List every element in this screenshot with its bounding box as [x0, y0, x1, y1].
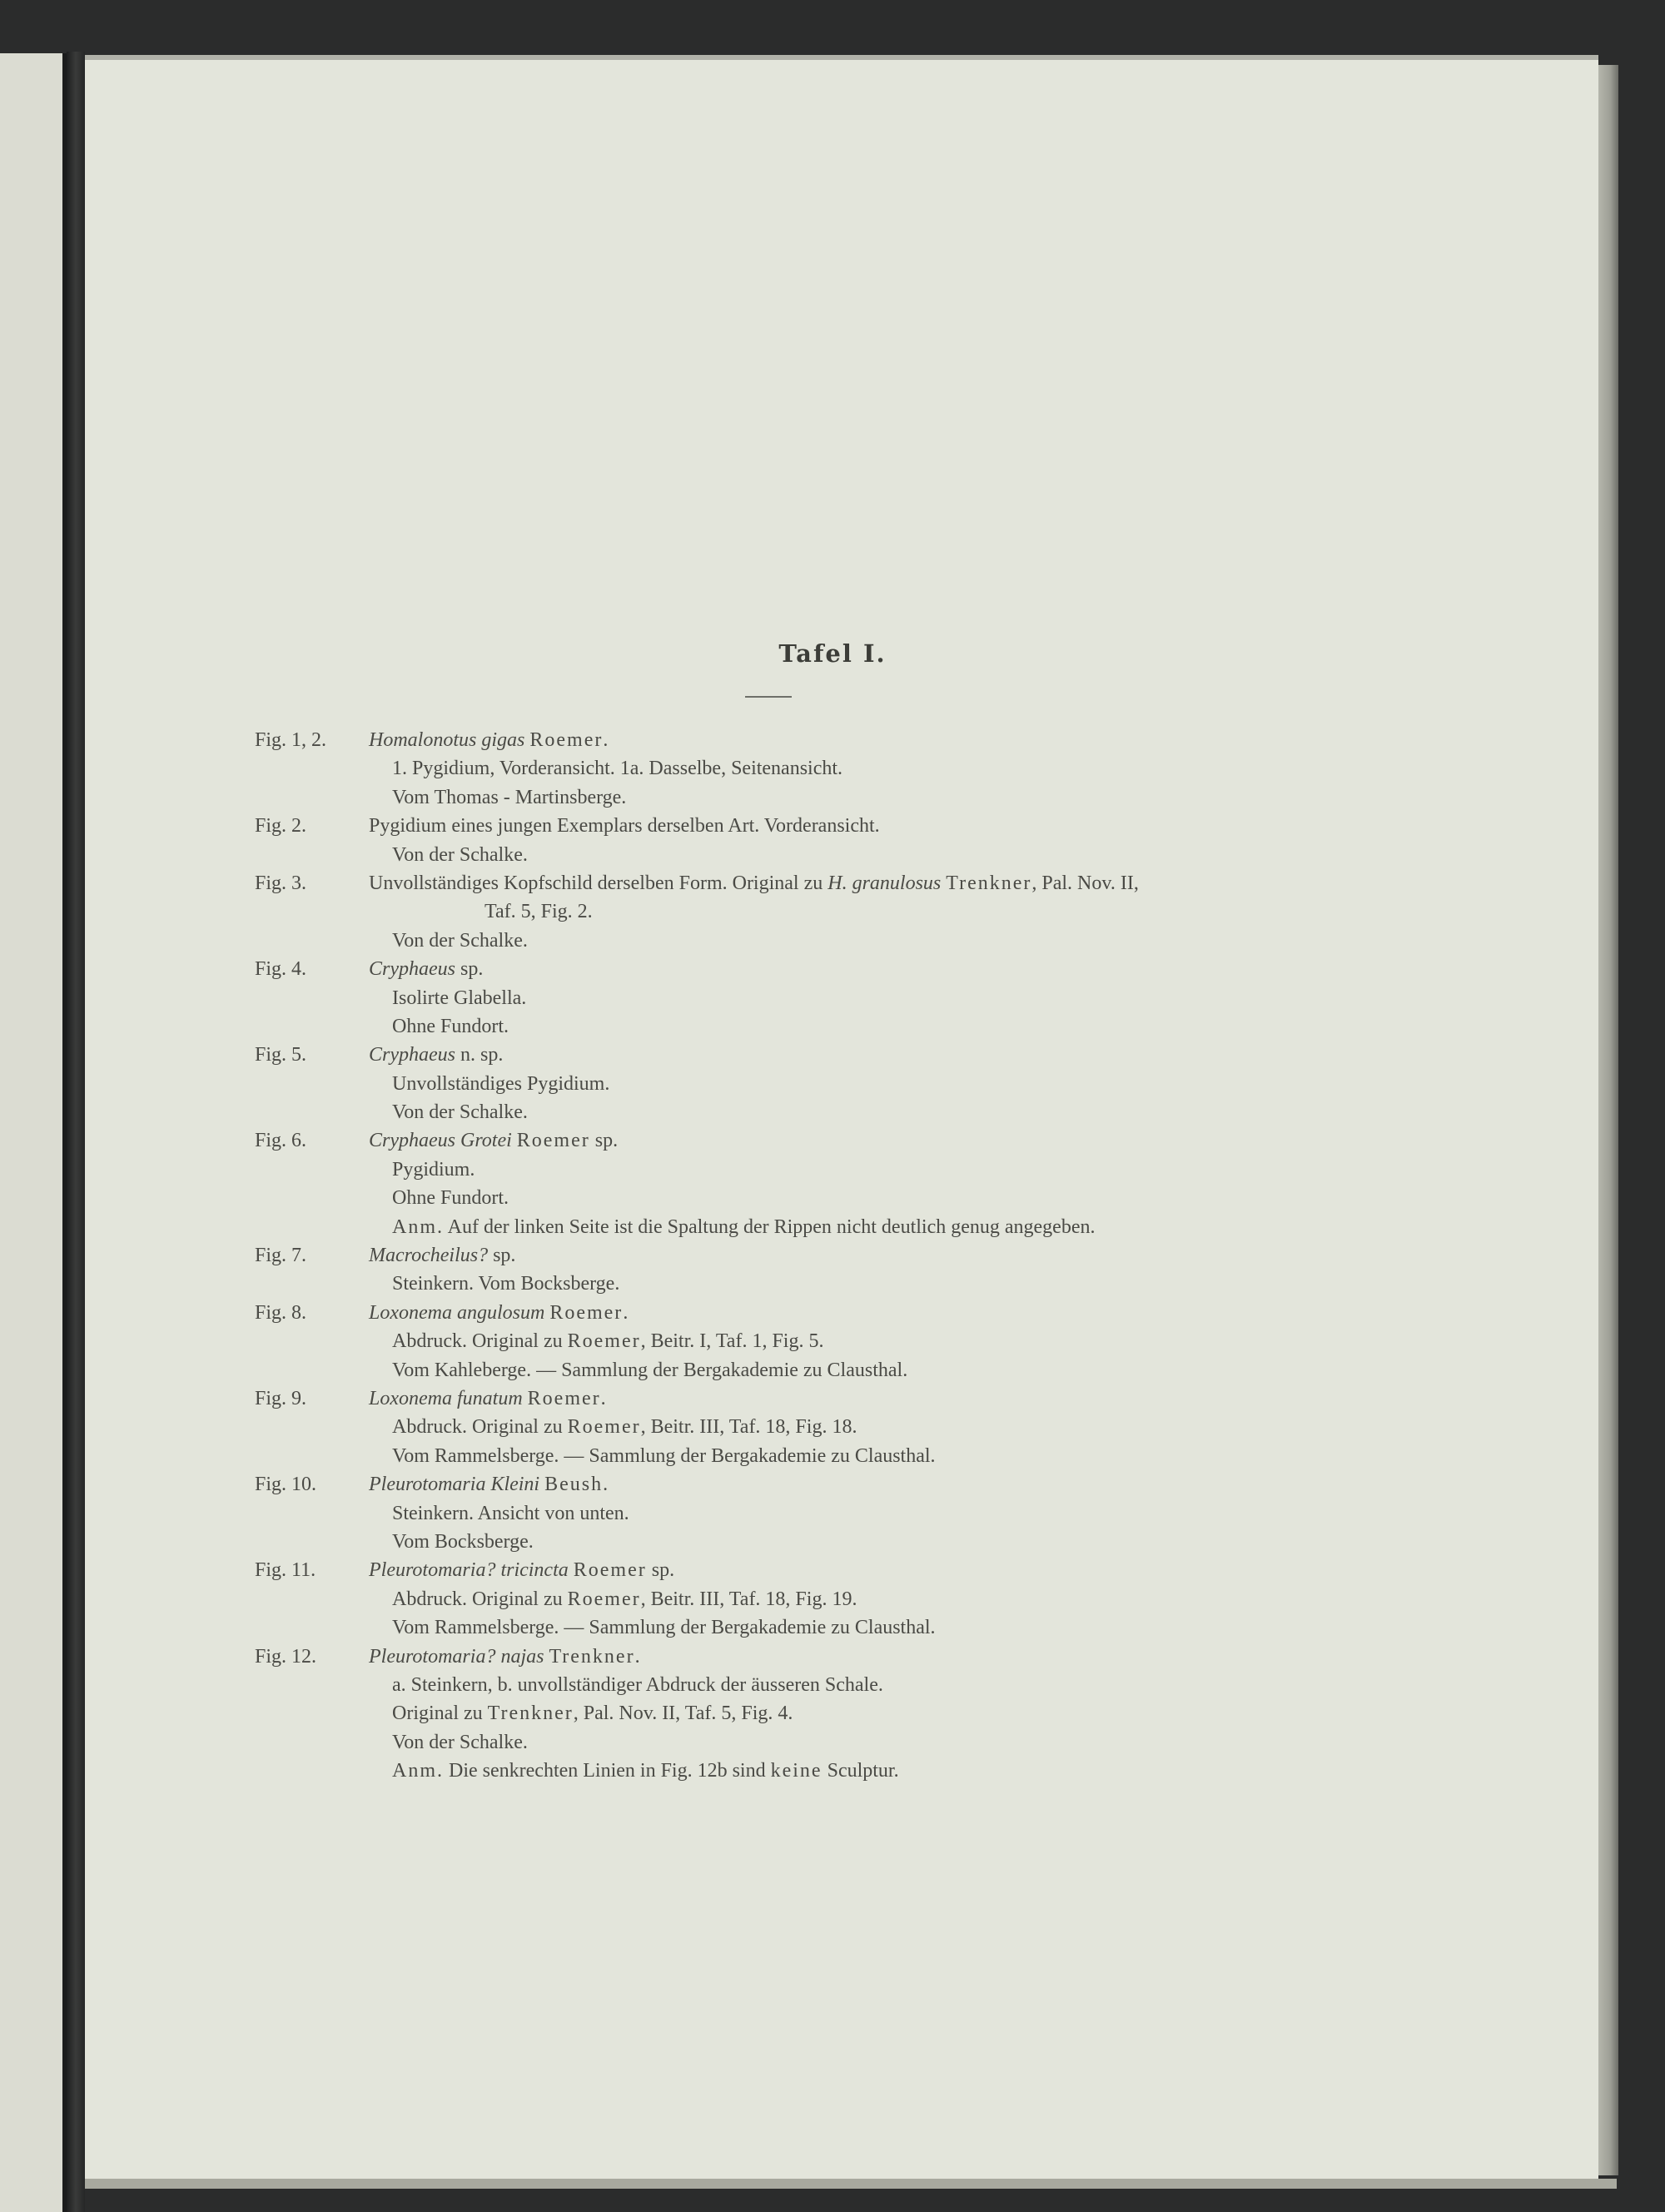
- figure-description-heading: [369, 1470, 608, 1499]
- description-text: Abdruck. Original zu: [392, 1588, 568, 1610]
- author-name: Roemer: [527, 1387, 601, 1409]
- figure-description-line: [392, 1098, 528, 1126]
- taxon-name: Loxonema funatum: [369, 1387, 523, 1409]
- taxon-name: Loxonema angulosum: [369, 1301, 545, 1324]
- description-text: sp.: [488, 1245, 516, 1267]
- description-text: Vom Thomas - Martinsberge.: [392, 786, 627, 808]
- plate-legend: [0, 726, 1665, 1785]
- figure-description-line: [392, 841, 528, 869]
- description-text: Taf. 5, Fig. 2.: [485, 901, 593, 923]
- figure-description-line: [392, 984, 526, 1012]
- figure-description-line: [392, 1213, 1095, 1241]
- figure-description-heading: [369, 1299, 628, 1327]
- description-text: Vom Kahleberge. — Sammlung der Bergakademie zu Clausthal.: [392, 1359, 908, 1381]
- figure-description-line: [392, 783, 626, 812]
- description-text: Sculptur.: [822, 1760, 899, 1782]
- description-text: Isolirte Glabella.: [392, 987, 527, 1009]
- figure-entry-detail-row: [0, 1012, 1665, 1041]
- taxon-name: Homalonotus gigas: [369, 729, 525, 751]
- figure-description-line: [392, 754, 842, 783]
- figure-description-line: [392, 1499, 629, 1528]
- description-text: , Beitr. III, Taf. 18, Fig. 18.: [640, 1416, 857, 1439]
- figure-description-heading: [369, 1126, 618, 1155]
- figure-entry-detail-row: [0, 1098, 1665, 1126]
- taxon-name: Pleurotomaria? tricincta: [369, 1559, 569, 1582]
- figure-entry-detail-row: [0, 754, 1665, 783]
- figure-number: Fig. 5.: [255, 1044, 307, 1066]
- figure-entry-detail-row: [0, 1528, 1665, 1556]
- description-text: Pygidium.: [392, 1158, 475, 1181]
- figure-description-heading: [369, 726, 608, 754]
- figure-description-heading: [369, 1041, 503, 1069]
- author-name: Roemer: [549, 1301, 624, 1324]
- page-bottom-edge: [85, 2179, 1617, 2189]
- taxon-name: Cryphaeus: [369, 1044, 455, 1066]
- author-name: Anm.: [392, 1215, 444, 1238]
- figure-entry-row: [0, 955, 1665, 983]
- description-text: Vom Rammelsberge. — Sammlung der Bergakademie zu Clausthal.: [392, 1617, 936, 1639]
- figure-description-heading: [369, 869, 1139, 897]
- description-text: Von der Schalke.: [392, 1101, 528, 1124]
- figure-description-line: [392, 1270, 619, 1298]
- figure-entry-detail-row: [0, 1699, 1665, 1727]
- description-text: Unvollständiges Kopfschild derselben Form. Original zu: [369, 872, 828, 894]
- author-name: Trenkner: [549, 1645, 635, 1668]
- figure-entry-row: [0, 1126, 1665, 1155]
- figure-entry-row: [0, 1643, 1665, 1671]
- author-name: Roemer: [529, 729, 604, 751]
- figure-description-line: [392, 1156, 475, 1184]
- figure-entry-detail-row: [0, 1070, 1665, 1098]
- figure-entry-detail-row: [0, 897, 1665, 926]
- figure-entry-detail-row: [0, 927, 1665, 955]
- figure-description-line: [392, 1671, 883, 1699]
- figure-entry-detail-row: [0, 1499, 1665, 1528]
- title-divider: [745, 696, 792, 698]
- description-text: .: [603, 729, 609, 751]
- figure-description-heading: [369, 955, 483, 983]
- description-text: Steinkern. Ansicht von unten.: [392, 1502, 629, 1524]
- author-name: Roemer: [567, 1588, 641, 1610]
- figure-description-line: [392, 1613, 936, 1642]
- description-text: Pygidium eines jungen Exemplars derselben Art. Vorderansicht.: [369, 815, 880, 838]
- figure-description-line: [392, 1699, 793, 1727]
- figure-description-line: [392, 1528, 534, 1556]
- figure-number: Fig. 10.: [255, 1474, 317, 1496]
- description-text: .: [603, 1474, 609, 1496]
- author-name: Beush: [544, 1474, 604, 1496]
- figure-description-line: [392, 1070, 609, 1098]
- figure-entry-detail-row: [0, 1413, 1665, 1441]
- description-text: , Pal. Nov. II,: [1031, 872, 1139, 894]
- author-name: Trenkner: [946, 872, 1032, 894]
- description-text: Unvollständiges Pygidium.: [392, 1072, 610, 1095]
- figure-description-heading: [369, 1384, 606, 1413]
- description-text: n. sp.: [455, 1044, 504, 1066]
- figure-number: Fig. 9.: [255, 1387, 307, 1409]
- description-text: Auf der linken Seite ist die Spaltung der Rippen nicht deutlich genug angegeben.: [444, 1215, 1096, 1238]
- taxon-name: Cryphaeus: [369, 958, 455, 981]
- figure-description-line: [392, 1585, 857, 1613]
- description-text: sp.: [646, 1559, 675, 1582]
- description-text: Vom Rammelsberge. — Sammlung der Bergakademie zu Clausthal.: [392, 1444, 936, 1467]
- description-text: Von der Schalke.: [392, 1731, 528, 1753]
- figure-description-line: [392, 1413, 857, 1441]
- description-text: Vom Bocksberge.: [392, 1530, 534, 1553]
- figure-entry-detail-row: [0, 1671, 1665, 1699]
- description-text: Original zu: [392, 1702, 488, 1725]
- figure-description-line: [392, 1327, 823, 1355]
- figure-entry-row: [0, 1470, 1665, 1499]
- author-name: Roemer: [516, 1130, 590, 1152]
- description-text: a. Steinkern, b. unvollständiger Abdruck der äusseren Schale.: [392, 1673, 883, 1696]
- author-name: Roemer: [567, 1330, 641, 1353]
- figure-description-heading: [369, 812, 880, 840]
- figure-number: Fig. 6.: [255, 1130, 307, 1152]
- description-text: , Beitr. III, Taf. 18, Fig. 19.: [640, 1588, 857, 1610]
- figure-entry-row: [0, 1384, 1665, 1413]
- author-name: Anm.: [392, 1760, 444, 1782]
- figure-entry-row: [0, 1556, 1665, 1584]
- figure-entry-detail-row: [0, 1156, 1665, 1184]
- figure-entry-detail-row: [0, 1213, 1665, 1241]
- figure-number: Fig. 3.: [255, 872, 307, 894]
- figure-description-heading: [369, 1643, 640, 1671]
- figure-entry-detail-row: [0, 1728, 1665, 1757]
- figure-entry-row: [0, 1241, 1665, 1270]
- figure-entry-detail-row: [0, 1270, 1665, 1298]
- figure-description-line: [392, 1757, 899, 1785]
- author-name: keine: [770, 1760, 823, 1782]
- figure-entry-detail-row: [0, 984, 1665, 1012]
- description-text: .: [634, 1645, 640, 1668]
- description-text: , Beitr. I, Taf. 1, Fig. 5.: [640, 1330, 824, 1353]
- author-name: Roemer: [567, 1416, 641, 1439]
- figure-description-line: [392, 1184, 509, 1212]
- figure-entry-detail-row: [0, 1184, 1665, 1212]
- figure-entry-detail-row: [0, 841, 1665, 869]
- description-text: Abdruck. Original zu: [392, 1416, 568, 1439]
- figure-description-line: [392, 927, 528, 955]
- figure-entry-row: [0, 1299, 1665, 1327]
- figure-entry-row: [0, 812, 1665, 840]
- figure-entry-detail-row: [0, 1327, 1665, 1355]
- description-text: Die senkrechten Linien in Fig. 12b sind: [444, 1760, 771, 1782]
- figure-number: Fig. 2.: [255, 815, 307, 838]
- figure-description-line: [392, 1728, 528, 1757]
- description-text: Steinkern. Vom Bocksberge.: [392, 1273, 620, 1295]
- taxon-name: Pleurotomaria? najas: [369, 1645, 544, 1668]
- description-text: sp.: [455, 958, 484, 981]
- description-text: Von der Schalke.: [392, 929, 528, 952]
- figure-description-line: [392, 1442, 936, 1470]
- figure-description-line: [392, 1012, 509, 1041]
- description-text: Ohne Fundort.: [392, 1015, 509, 1037]
- figure-number: Fig. 1, 2.: [255, 729, 327, 751]
- author-name: Roemer: [573, 1559, 647, 1582]
- figure-entry-detail-row: [0, 1356, 1665, 1384]
- figure-entry-detail-row: [0, 1585, 1665, 1613]
- description-text: 1. Pygidium, Vorderansicht. 1a. Dasselbe, Seitenansicht.: [392, 758, 843, 780]
- figure-number: Fig. 4.: [255, 958, 307, 981]
- taxon-name: Macrocheilus?: [369, 1245, 489, 1267]
- figure-entry-row: [0, 1041, 1665, 1069]
- figure-number: Fig. 11.: [255, 1559, 316, 1582]
- description-text: Abdruck. Original zu: [392, 1330, 568, 1353]
- figure-entry-row: [0, 869, 1665, 897]
- author-name: Trenkner: [487, 1702, 574, 1725]
- figure-number: Fig. 8.: [255, 1301, 307, 1324]
- figure-description-line: [485, 897, 593, 926]
- plate-title: Tafel I.: [778, 639, 887, 668]
- taxon-name: Pleurotomaria Kleini: [369, 1474, 540, 1496]
- figure-number: Fig. 12.: [255, 1645, 317, 1668]
- figure-description-line: [392, 1356, 907, 1384]
- figure-description-heading: [369, 1556, 674, 1584]
- description-text: .: [623, 1301, 629, 1324]
- figure-entry-detail-row: [0, 1757, 1665, 1785]
- description-text: , Pal. Nov. II, Taf. 5, Fig. 4.: [573, 1702, 793, 1725]
- description-text: Ohne Fundort.: [392, 1187, 509, 1210]
- description-text: .: [600, 1387, 606, 1409]
- figure-entry-row: [0, 726, 1665, 754]
- description-text: sp.: [589, 1130, 619, 1152]
- taxon-name: H. granulosus: [828, 872, 942, 894]
- figure-number: Fig. 7.: [255, 1245, 307, 1267]
- figure-description-heading: [369, 1241, 515, 1270]
- taxon-name: Cryphaeus Grotei: [369, 1130, 512, 1152]
- figure-entry-detail-row: [0, 783, 1665, 812]
- figure-entry-detail-row: [0, 1442, 1665, 1470]
- description-text: Von der Schalke.: [392, 843, 528, 866]
- figure-entry-detail-row: [0, 1613, 1665, 1642]
